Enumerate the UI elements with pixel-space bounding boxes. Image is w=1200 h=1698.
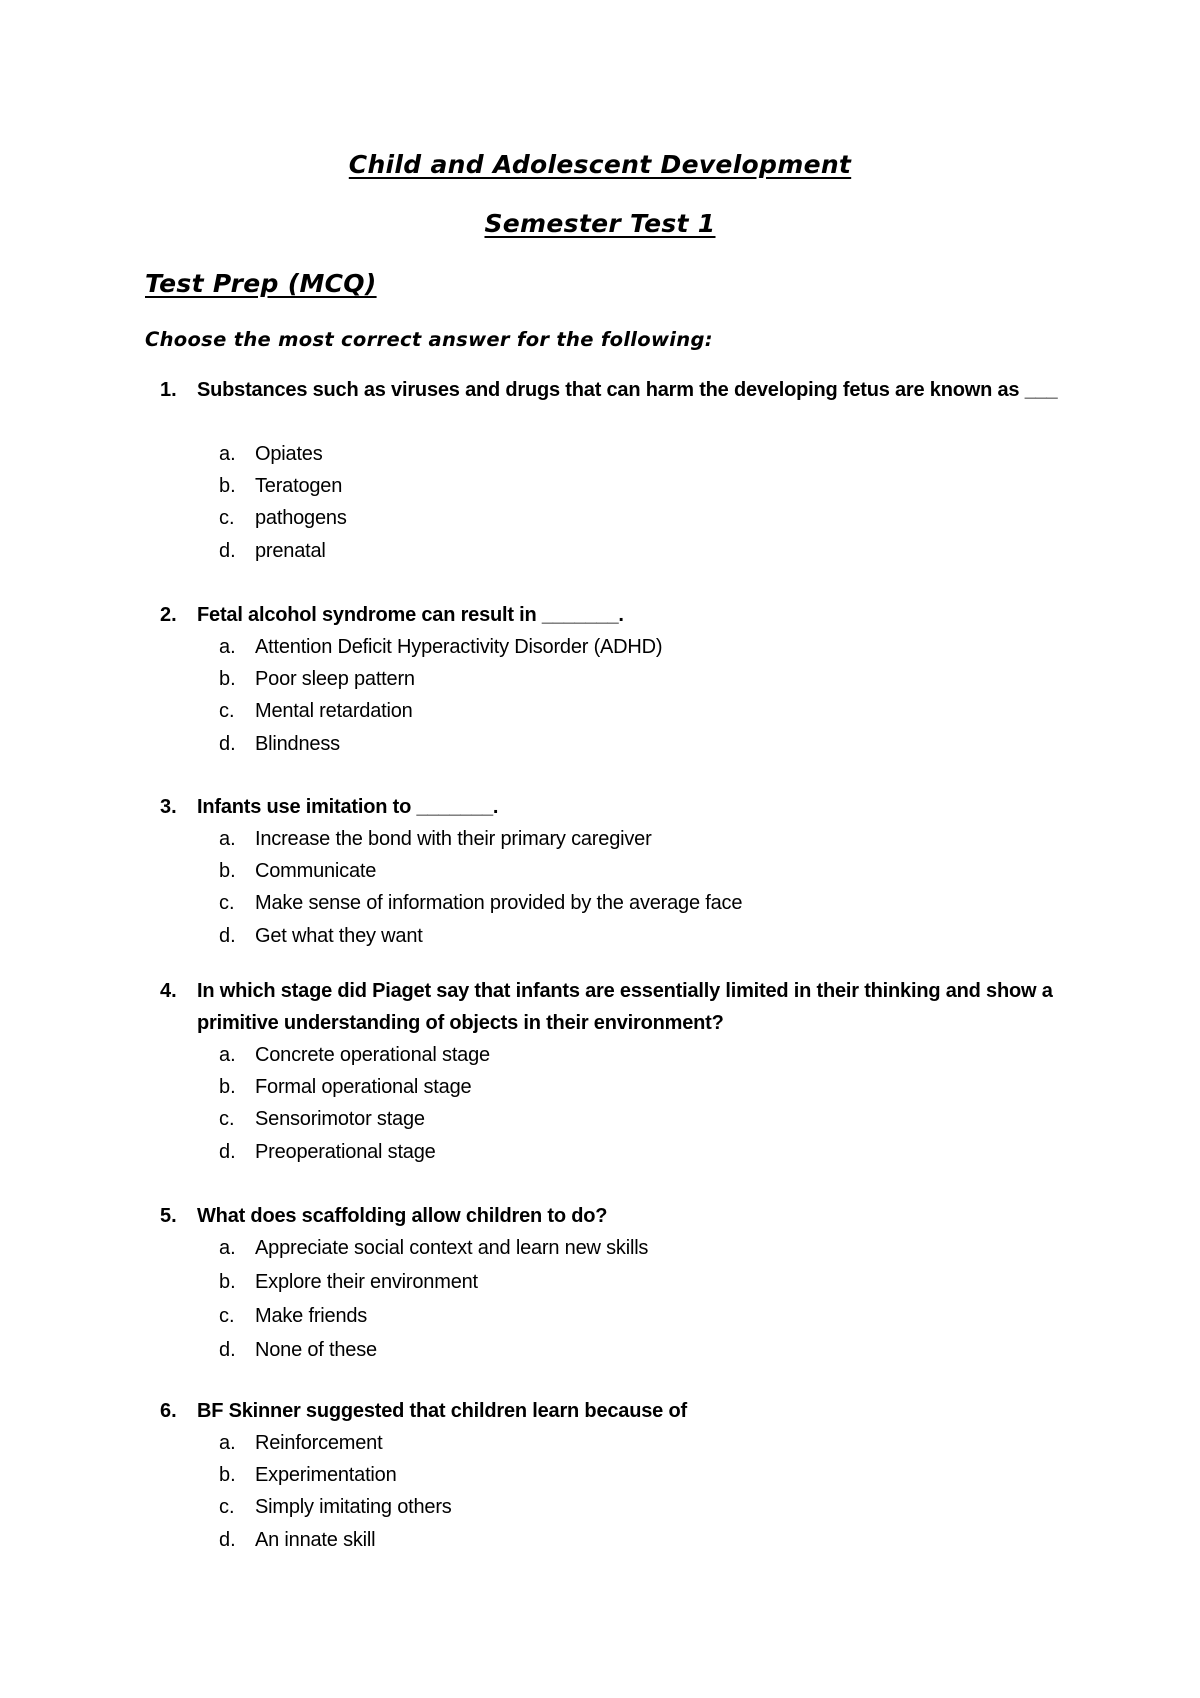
option-c[interactable]: [0, 1491, 1200, 1523]
option-list: [0, 1039, 1200, 1168]
question-number: 6.: [160, 1400, 177, 1422]
option-letter: c.: [219, 1496, 235, 1519]
option-letter: d.: [219, 924, 236, 947]
option-text: Opiates: [255, 443, 323, 465]
option-letter: d.: [219, 539, 236, 562]
option-c[interactable]: [0, 1300, 1200, 1334]
option-list: [0, 1427, 1200, 1556]
option-c[interactable]: [0, 502, 1200, 534]
option-a[interactable]: [0, 823, 1200, 855]
option-list: [0, 1232, 1200, 1368]
option-b[interactable]: [0, 1266, 1200, 1300]
option-c[interactable]: [0, 1103, 1200, 1135]
question-text: Substances such as viruses and drugs that can harm the developing fetus are known as ___: [197, 379, 1058, 401]
question-1: [0, 374, 1200, 567]
option-letter: a.: [219, 828, 236, 850]
question-number: 5.: [160, 1205, 177, 1227]
question-2: [0, 599, 1200, 760]
option-letter: c.: [219, 507, 235, 530]
option-d[interactable]: [0, 1334, 1200, 1368]
option-d[interactable]: [0, 728, 1200, 760]
option-a[interactable]: [0, 1232, 1200, 1266]
option-letter: c.: [219, 700, 235, 723]
option-d[interactable]: [0, 535, 1200, 567]
option-letter: b.: [219, 860, 236, 883]
option-text: Reinforcement: [255, 1432, 383, 1454]
option-text: Simply imitating others: [255, 1496, 452, 1519]
question-number: 2.: [160, 604, 177, 626]
option-text: Poor sleep pattern: [255, 668, 415, 691]
option-text: Get what they want: [255, 924, 423, 947]
question-text: What does scaffolding allow children to do?: [197, 1205, 608, 1227]
option-a[interactable]: [0, 631, 1200, 663]
option-text: Make friends: [255, 1305, 368, 1327]
option-text: prenatal: [255, 539, 326, 562]
option-b[interactable]: [0, 1071, 1200, 1103]
option-text: Sensorimotor stage: [255, 1108, 425, 1131]
option-text: Formal operational stage: [255, 1076, 472, 1099]
document-title: Child and Adolescent Development: [348, 150, 852, 179]
option-a[interactable]: [0, 1039, 1200, 1071]
document-subtitle: Semester Test 1: [484, 209, 716, 238]
question-6: [0, 1395, 1200, 1556]
option-list: [0, 438, 1200, 567]
option-letter: b.: [219, 1464, 236, 1487]
option-c[interactable]: [0, 695, 1200, 727]
option-text: Experimentation: [255, 1464, 397, 1487]
instructions-text: Choose the most correct answer for the following:: [145, 328, 713, 351]
option-a[interactable]: [0, 1427, 1200, 1459]
question-text: Infants use imitation to _______.: [197, 796, 499, 818]
section-heading: Test Prep (MCQ): [145, 269, 377, 298]
option-letter: c.: [219, 1108, 235, 1131]
option-d[interactable]: [0, 1136, 1200, 1168]
question-text: BF Skinner suggested that children learn because of: [197, 1400, 687, 1422]
option-text: pathogens: [255, 507, 347, 530]
option-letter: b.: [219, 475, 236, 498]
question-number: 3.: [160, 796, 177, 818]
option-b[interactable]: [0, 1459, 1200, 1491]
option-text: Explore their environment: [255, 1271, 478, 1293]
option-letter: a.: [219, 443, 236, 465]
option-text: Appreciate social context and learn new skills: [255, 1237, 649, 1259]
question-number: 1.: [160, 379, 177, 401]
option-text: Communicate: [255, 860, 377, 883]
question-5: [0, 1200, 1200, 1368]
option-letter: a.: [219, 1237, 236, 1259]
question-number: 4.: [160, 980, 177, 1002]
option-text: Increase the bond with their primary caregiver: [255, 828, 652, 850]
question-3: [0, 791, 1200, 952]
option-letter: a.: [219, 636, 236, 658]
option-letter: a.: [219, 1044, 236, 1066]
option-letter: d.: [219, 732, 236, 755]
option-text: Concrete operational stage: [255, 1044, 490, 1066]
option-text: Mental retardation: [255, 700, 413, 723]
option-letter: b.: [219, 1271, 236, 1293]
option-d[interactable]: [0, 920, 1200, 952]
option-text: Preoperational stage: [255, 1140, 436, 1163]
option-letter: d.: [219, 1528, 236, 1551]
option-letter: c.: [219, 892, 235, 915]
option-letter: d.: [219, 1339, 236, 1361]
option-text: Attention Deficit Hyperactivity Disorder (ADHD): [255, 636, 663, 658]
option-list: [0, 823, 1200, 952]
option-letter: b.: [219, 1076, 236, 1099]
question-4: [0, 975, 1200, 1168]
option-letter: c.: [219, 1305, 235, 1327]
question-text: In which stage did Piaget say that infants are essentially limited in their thinking and show a primitive understanding of objects in their environment?: [197, 980, 1053, 1034]
option-text: Blindness: [255, 732, 340, 755]
option-text: Make sense of information provided by the average face: [255, 892, 743, 915]
option-text: An innate skill: [255, 1528, 376, 1551]
option-c[interactable]: [0, 887, 1200, 919]
option-b[interactable]: [0, 663, 1200, 695]
option-a[interactable]: [0, 438, 1200, 470]
option-text: None of these: [255, 1339, 377, 1361]
question-text: Fetal alcohol syndrome can result in _______.: [197, 604, 624, 626]
option-b[interactable]: [0, 855, 1200, 887]
option-b[interactable]: [0, 470, 1200, 502]
option-text: Teratogen: [255, 475, 343, 498]
option-letter: a.: [219, 1432, 236, 1454]
option-letter: b.: [219, 668, 236, 691]
option-letter: d.: [219, 1140, 236, 1163]
option-d[interactable]: [0, 1524, 1200, 1556]
option-list: [0, 631, 1200, 760]
